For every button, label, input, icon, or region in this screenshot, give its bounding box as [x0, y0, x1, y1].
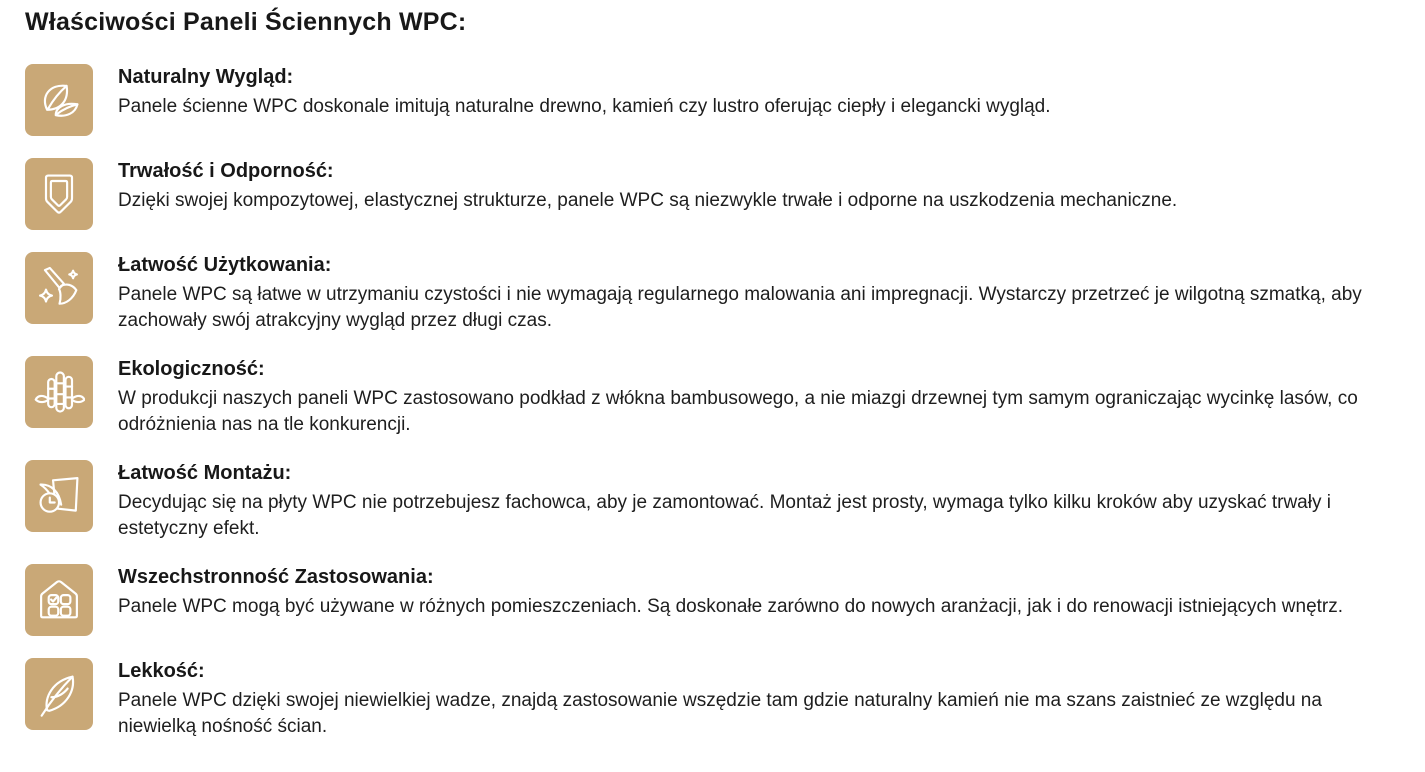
feature-text	[118, 64, 1051, 120]
bamboo-icon	[25, 356, 93, 428]
feature-heading: Łatwość Montażu:	[118, 462, 292, 484]
feature-item-naturalny-wyglad	[25, 64, 1400, 136]
feature-body: W produkcji naszych paneli WPC zastosowano podkład z włókna bambusowego, a nie miazgi drzewnej tym samym ograniczając wycinkę lasów, co odróżnienia nas na tle konkurencji.	[118, 388, 1358, 435]
shield-icon	[25, 158, 93, 230]
feature-body: Decydując się na płyty WPC nie potrzebujesz fachowca, aby je zamontować. Montaż jest prosty, wymaga tylko kilku kroków aby uzyskać trwały i estetyczny efekt.	[118, 492, 1331, 539]
feature-heading: Ekologiczność:	[118, 358, 265, 380]
feature-body: Panele WPC mogą być używane w różnych pomieszczeniach. Są doskonałe zarówno do nowych aranżacji, jak i do renowacji istniejących wnętrz.	[118, 596, 1344, 617]
feature-item-wszechstronnosc	[25, 564, 1400, 636]
feature-heading: Trwałość i Odporność:	[118, 160, 334, 182]
feature-body: Panele WPC dzięki swojej niewielkiej wadze, znajdą zastosowanie wszędzie tam gdzie naturalny kamień nie ma szans zaistnieć ze względu na niewielką nośność ścian.	[118, 690, 1322, 737]
feature-item-trwalosc-odpornosc	[25, 158, 1400, 230]
cleaning-brush-icon	[25, 252, 93, 324]
feature-body: Panele ścienne WPC doskonale imitują naturalne drewno, kamień czy lustro oferując ciepły i elegancki wygląd.	[118, 96, 1051, 117]
panel-clock-icon	[25, 460, 93, 532]
feature-body: Panele WPC są łatwe w utrzymaniu czystości i nie wymagają regularnego malowania ani impregnacji. Wystarczy przetrzeć je wilgotną szmatką, aby zachowały swój atrakcyjny wygląd przez długi czas.	[118, 284, 1362, 331]
page-title: Właściwości Paneli Ściennych WPC:	[25, 8, 467, 36]
feature-text	[118, 460, 1388, 542]
feature-heading: Lekkość:	[118, 660, 205, 682]
feature-text	[118, 158, 1177, 214]
feature-item-lekkosc	[25, 658, 1400, 740]
feature-item-ekologicznosc	[25, 356, 1400, 438]
feature-text	[118, 252, 1388, 334]
feature-heading: Wszechstronność Zastosowania:	[118, 566, 434, 588]
feature-item-latwosc-uzytkowania	[25, 252, 1400, 334]
house-grid-icon	[25, 564, 93, 636]
leaf-icon	[25, 64, 93, 136]
feature-text	[118, 564, 1343, 620]
feather-icon	[25, 658, 93, 730]
feature-item-latwosc-montazu	[25, 460, 1400, 542]
feature-body: Dzięki swojej kompozytowej, elastycznej strukturze, panele WPC są niezwykle trwałe i odporne na uszkodzenia mechaniczne.	[118, 190, 1178, 211]
feature-heading: Łatwość Użytkowania:	[118, 254, 332, 276]
feature-list	[25, 64, 1400, 740]
feature-heading: Naturalny Wygląd:	[118, 66, 294, 88]
feature-text	[118, 658, 1388, 740]
feature-text	[118, 356, 1388, 438]
